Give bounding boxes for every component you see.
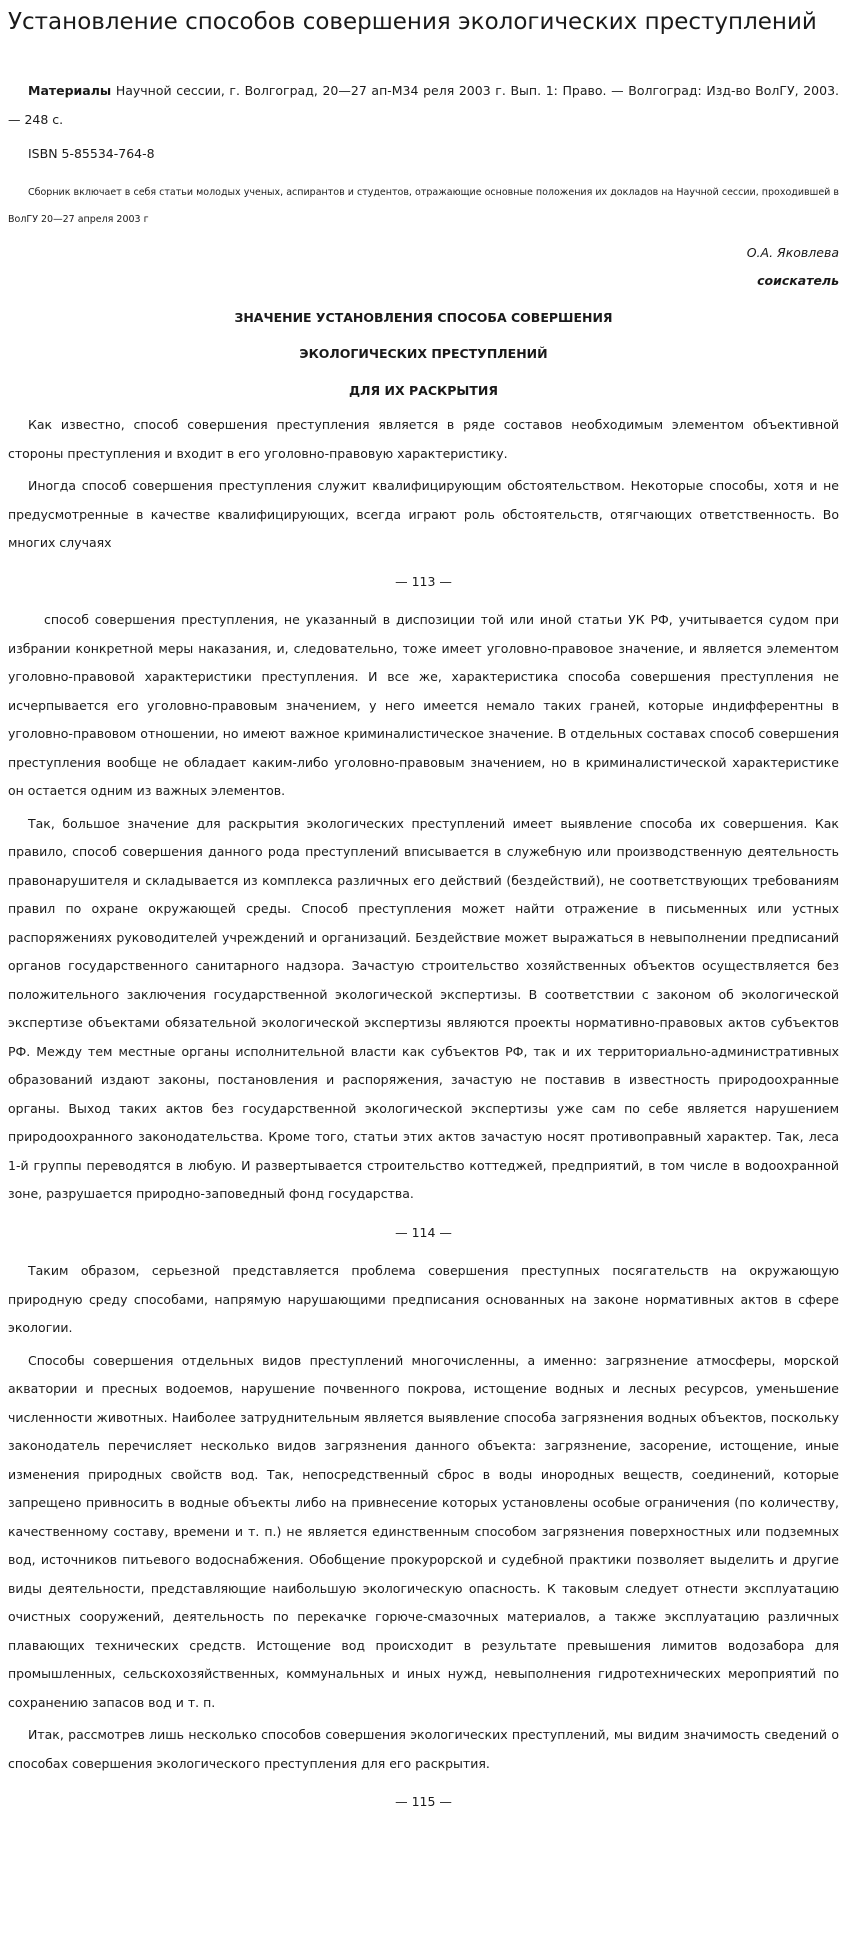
paragraph: Способы совершения отдельных видов преступлений многочисленны, а именно: загрязнение атмосферы, морской акватории и пресных водоемов, нарушение почвенного покрова, истощение водных и лесных ресурсов, уменьшение численности животных. Наиболее затруднительным является выявление способа загрязнения водных объектов, поскольку законодатель перечисляет несколько видов загрязнения данного объекта: загрязнение, засорение, истощение, иные изменения природных свойств вод. Так, непосредственный сброс в воды инородных веществ, соединений, которые запрещено привносить в водные объекты либо на привнесение которых установлены особые ограничения (по количеству, качественному составу, времени и т. п.) не является единственным способом загрязнения поверхностных или подземных вод, источников питьевого водоснабжения. Обобщение прокурорской и судебной практики позволяет выделить и другие виды деятельности, представляющие наибольшую экологическую опасность. К таковым следует отнести эксплуатацию очистных сооружений, деятельность по перекачке горюче-смазочных материалов, а также эксплуатацию различных плавающих технических средств. Истощение вод происходит в результате превышения лимитов водозабора для промышленных, сельскохозяйственных, коммунальных и иных нужд, невыполнения гидротехнических мероприятий по сохранению запасов вод и т. п. <box>8 1352 839 1710</box>
paragraph: Итак, рассмотрев лишь несколько способов совершения экологических преступлений, мы видим значимость сведений о способах совершения экологического преступления для его раскрытия. <box>8 1727 839 1771</box>
author-name: О.А. Яковлева <box>746 244 839 260</box>
bibliographic-info <box>8 77 839 134</box>
paragraph: Как известно, способ совершения преступления является в ряде составов необходимым элементом объективной стороны преступления и входит в его уголовно-правовую характеристику. <box>8 417 839 461</box>
isbn: ISBN 5-85534-764-8 <box>28 146 155 161</box>
paragraph: способ совершения преступления, не указанный в диспозиции той или иной статьи УК РФ, учитывается судом при избрании конкретной меры наказания, и, следовательно, тоже имеет уголовно-правовое значение, и является элементом уголовно-правовой характеристики преступления. И все же, характеристика способа совершения преступления не исчерпывается его уголовно-правовым значением, у него имеется немало таких граней, которые индифферентны в уголовно-правовом отношении, но имеют важное криминалистическое значение. В отдельных составах способ совершения преступления вообще не обладает каким-либо уголовно-правовым значением, но в криминалистической характеристике он остается одним из важных элементов. <box>8 612 839 798</box>
article-heading-line-3: ДЛЯ ИХ РАСКРЫТИЯ <box>349 382 498 398</box>
paragraph: Так, большое значение для раскрытия экологических преступлений имеет выявление способа их совершения. Как правило, способ совершения данного рода преступлений вписывается в служебную или производственную деятельность правонарушителя и складывается из комплекса различных его действий (бездействий), не соответствующих требованиям правил по охране окружающей среды. Способ преступления может найти отражение в письменных или устных распоряжениях руководителей учреждений и организаций. Бездействие может выражаться в невыполнении предписаний органов государственного санитарного надзора. Зачастую строительство хозяйственных объектов осуществляется без положительного заключения государственной экологической экспертизы. В соответствии с законом об экологической экспертизе объектами обязательной экологической экспертизы являются проекты нормативно-правовых актов субъектов РФ. Между тем местные органы исполнительной власти как субъектов РФ, так и их территориально-административных образований издают законы, постановления и распоряжения, зачастую не поставив в известность природоохранные органы. Выход таких актов без государственной экологической экспертизы уже сам по себе является нарушением природоохранного законодательства. Кроме того, статьи этих актов зачастую носят противоправный характер. Так, леса 1-й группы переводятся в любую. И развертывается строительство коттеджей, предприятий, в том числе в водоохранной зоне, разрушается природно-заповедный фонд государства. <box>8 815 839 1201</box>
page-number: — 115 — <box>395 1794 452 1809</box>
materials-text: Научной сессии, г. Волгоград, 20—27 ап-М34 реля 2003 г. Вып. 1: Право. — Волгоград: Изд-во ВолГУ, 2003. — 248 с. <box>8 83 839 127</box>
page-number: — 114 — <box>395 1224 452 1240</box>
page-title: Установление способов совершения экологических преступлений <box>8 9 817 35</box>
materials-label: Материалы <box>28 83 112 98</box>
paragraph: Иногда способ совершения преступления служит квалифицирующим обстоятельством. Некоторые способы, хотя и не предусмотренные в качестве квалифицирующих, всегда играют роль обстоятельств, отягчающих ответственность. Во многих случаях <box>8 478 839 550</box>
author-role: соискатель <box>757 273 839 288</box>
page-number: — 113 — <box>395 573 452 589</box>
paragraph: Таким образом, серьезной представляется проблема совершения преступных посягательств на окружающую природную среду способами, напрямую нарушающими предписания основанных на законе нормативных актов в сфере экологии. <box>8 1263 839 1335</box>
article-heading-line-2: ЭКОЛОГИЧЕСКИХ ПРЕСТУПЛЕНИЙ <box>299 346 548 361</box>
article-heading-line-1: ЗНАЧЕНИЕ УСТАНОВЛЕНИЯ СПОСОБА СОВЕРШЕНИЯ <box>234 309 613 325</box>
collection-summary: Сборник включает в себя статьи молодых ученых, аспирантов и студентов, отражающие основные положения их докладов на Научной сессии, проходившей в ВолГУ 20—27 апреля 2003 г <box>8 186 839 225</box>
